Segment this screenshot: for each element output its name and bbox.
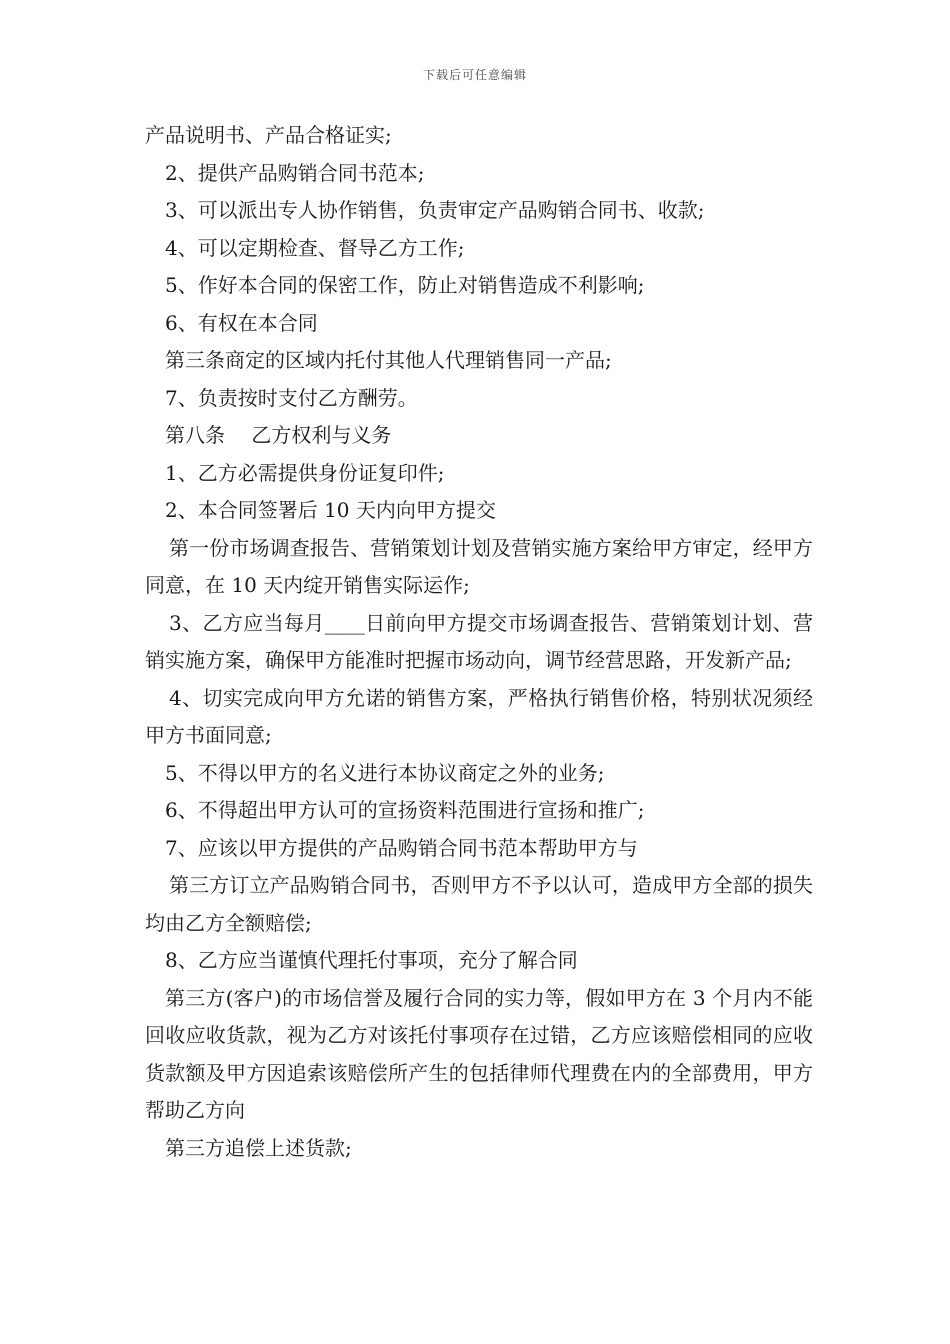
paragraph: 第三方追偿上述货款; <box>165 1135 352 1160</box>
paragraph: 4、可以定期检查、督导乙方工作; <box>165 235 465 260</box>
section-heading: 第八条 乙方权利与义务 <box>165 423 392 447</box>
paragraph: 第一份市场调查报告、营销策划计划及营销实施方案给甲方审定，经甲方同意，在 10 天内绽开销售实际运作; <box>145 535 813 597</box>
paragraph: 5、作好本合同的保密工作，防止对销售造成不利影响; <box>165 273 645 297</box>
paragraph: 2、提供产品购销合同书范本; <box>165 160 425 185</box>
paragraph: 7、应该以甲方提供的产品购销合同书范本帮助甲方与 <box>165 835 638 860</box>
paragraph: 3、乙方应当每月____日前向甲方提交市场调查报告、营销策划计划、营销实施方案，确保甲方能准时把握市场动向，调节经营思路，开发新产品; <box>145 610 813 672</box>
paragraph: 产品说明书、产品合格证实; <box>145 123 392 147</box>
paragraph: 7、负责按时支付乙方酬劳。 <box>165 385 418 410</box>
paragraph: 第三方(客户)的市场信誉及履行合同的实力等，假如甲方在 3 个月内不能回收应收货款，视为乙方对该托付事项存在过错，乙方应该赔偿相同的应收货款额及甲方因追索该赔偿所产生的包括律师代理费在内的全部费用，甲方帮助乙方向 <box>145 985 813 1122</box>
document-body <box>145 117 813 1167</box>
page-header: 下载后可任意编辑 <box>422 68 527 82</box>
paragraph: 6、不得超出甲方认可的宣扬资料范围进行宣扬和推广; <box>165 798 645 822</box>
paragraph: 2、本合同签署后 10 天内向甲方提交 <box>165 498 496 522</box>
paragraph: 5、不得以甲方的名义进行本协议商定之外的业务; <box>165 760 605 785</box>
paragraph: 第三方订立产品购销合同书，否则甲方不予以认可，造成甲方全部的损失均由乙方全额赔偿; <box>145 873 813 935</box>
paragraph: 第三条商定的区域内托付其他人代理销售同一产品; <box>165 348 612 372</box>
paragraph: 8、乙方应当谨慎代理托付事项，充分了解合同 <box>165 948 578 972</box>
paragraph: 1、乙方必需提供身份证复印件; <box>165 460 445 485</box>
paragraph: 6、有权在本合同 <box>165 310 318 335</box>
paragraph: 4、切实完成向甲方允诺的销售方案，严格执行销售价格，特别状况须经甲方书面同意; <box>145 685 813 747</box>
paragraph: 3、可以派出专人协作销售，负责审定产品购销合同书、收款; <box>165 198 705 222</box>
